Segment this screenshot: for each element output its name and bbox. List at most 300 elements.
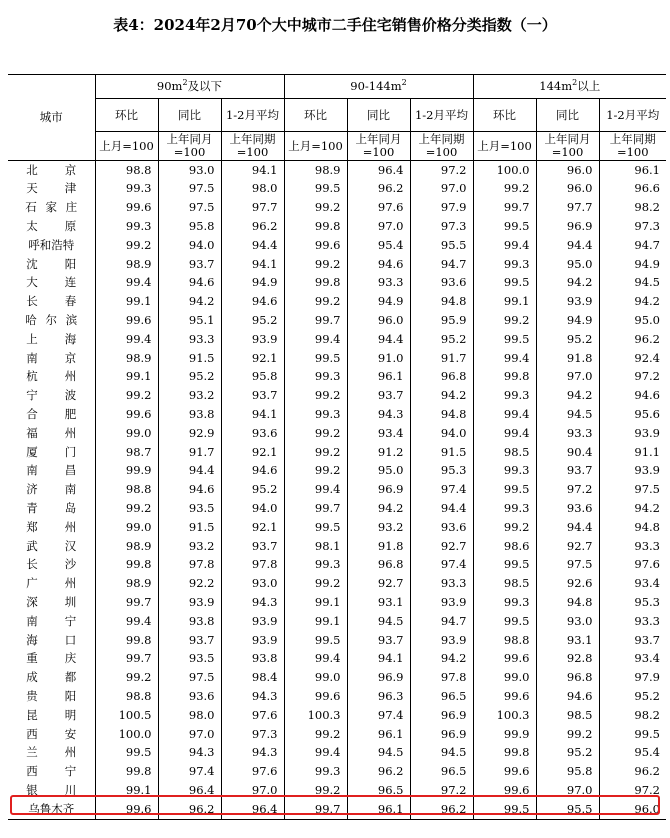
value-cell: 96.8	[536, 669, 599, 688]
table-row	[8, 274, 666, 293]
city-cell	[8, 462, 95, 481]
value-cell: 99.5	[599, 725, 666, 744]
value-cell: 99.5	[473, 217, 536, 236]
value-cell: 95.8	[536, 763, 599, 782]
sub-header-mom: 环比	[284, 99, 347, 132]
value-cell: 96.2	[347, 180, 410, 199]
value-cell: 93.7	[347, 387, 410, 406]
value-cell: 93.6	[410, 518, 473, 537]
value-cell: 94.7	[410, 612, 473, 631]
city-cell	[8, 499, 95, 518]
value-cell: 93.1	[347, 593, 410, 612]
value-cell: 94.8	[599, 518, 666, 537]
value-cell: 95.6	[599, 405, 666, 424]
value-cell: 93.3	[347, 274, 410, 293]
value-cell: 99.3	[473, 462, 536, 481]
value-cell: 95.2	[221, 311, 284, 330]
value-cell: 93.5	[158, 650, 221, 669]
value-cell: 94.0	[221, 499, 284, 518]
value-cell: 96.9	[410, 706, 473, 725]
value-cell: 97.2	[599, 368, 666, 387]
value-cell: 99.7	[284, 311, 347, 330]
city-cell	[8, 781, 95, 800]
value-cell: 95.5	[410, 236, 473, 255]
value-cell: 95.8	[221, 368, 284, 387]
table-row	[8, 631, 666, 650]
value-cell: 92.1	[221, 518, 284, 537]
value-cell: 97.0	[410, 180, 473, 199]
value-cell: 98.5	[473, 575, 536, 594]
value-cell: 92.1	[221, 443, 284, 462]
city-name: 海 口	[26, 632, 77, 647]
value-cell: 99.5	[284, 631, 347, 650]
value-cell: 96.9	[347, 669, 410, 688]
value-cell: 96.0	[599, 800, 666, 819]
value-cell: 98.8	[473, 631, 536, 650]
value-cell: 95.4	[599, 744, 666, 763]
city-cell	[8, 199, 95, 218]
value-cell: 93.3	[536, 424, 599, 443]
city-name: 大 连	[26, 275, 77, 290]
value-cell: 93.8	[158, 405, 221, 424]
value-cell: 93.3	[410, 575, 473, 594]
sub-header-yoy: 同比	[158, 99, 221, 132]
city-name: 成 都	[26, 670, 77, 685]
sub-header-avg: 1-2月平均	[221, 99, 284, 132]
value-cell: 99.1	[284, 612, 347, 631]
sub-header-mom: 环比	[473, 99, 536, 132]
value-cell: 94.2	[347, 499, 410, 518]
value-cell: 98.8	[95, 481, 158, 500]
value-cell: 91.8	[536, 349, 599, 368]
value-cell: 99.3	[95, 180, 158, 199]
table-row	[8, 575, 666, 594]
value-cell: 92.6	[536, 575, 599, 594]
value-cell: 99.2	[284, 462, 347, 481]
table-row	[8, 800, 666, 819]
value-cell: 99.4	[473, 236, 536, 255]
value-cell: 99.6	[473, 781, 536, 800]
table-row	[8, 725, 666, 744]
value-cell: 92.7	[410, 537, 473, 556]
table-row	[8, 669, 666, 688]
value-cell: 99.4	[473, 405, 536, 424]
value-cell: 99.1	[473, 293, 536, 312]
value-cell: 94.7	[410, 255, 473, 274]
table-row	[8, 405, 666, 424]
value-cell: 93.5	[158, 499, 221, 518]
value-cell: 99.4	[95, 330, 158, 349]
value-cell: 94.4	[536, 236, 599, 255]
table-row	[8, 537, 666, 556]
city-name: 南 京	[26, 350, 77, 365]
value-cell: 96.8	[410, 368, 473, 387]
value-cell: 97.5	[536, 556, 599, 575]
sub-header-avg: 1-2月平均	[410, 99, 473, 132]
value-cell: 91.5	[158, 349, 221, 368]
value-cell: 99.4	[473, 424, 536, 443]
city-name: 银 川	[26, 782, 77, 797]
value-cell: 95.2	[599, 687, 666, 706]
value-cell: 92.9	[158, 424, 221, 443]
city-cell	[8, 593, 95, 612]
value-cell: 94.5	[347, 612, 410, 631]
value-cell: 94.5	[410, 744, 473, 763]
city-name: 南 宁	[26, 613, 77, 628]
value-cell: 99.0	[95, 424, 158, 443]
value-cell: 96.1	[347, 368, 410, 387]
city-cell	[8, 575, 95, 594]
value-cell: 92.7	[536, 537, 599, 556]
value-cell: 93.6	[410, 274, 473, 293]
value-cell: 99.3	[284, 556, 347, 575]
value-cell: 99.6	[473, 650, 536, 669]
value-cell: 94.2	[536, 387, 599, 406]
value-cell: 94.2	[599, 293, 666, 312]
value-cell: 99.7	[473, 199, 536, 218]
value-cell: 99.8	[473, 744, 536, 763]
value-cell: 99.1	[95, 368, 158, 387]
city-name: 郑 州	[26, 519, 77, 534]
value-cell: 96.9	[536, 217, 599, 236]
value-cell: 99.3	[473, 387, 536, 406]
value-cell: 96.4	[221, 800, 284, 819]
value-cell: 99.2	[284, 387, 347, 406]
value-cell: 94.3	[221, 593, 284, 612]
value-cell: 94.4	[536, 518, 599, 537]
value-cell: 92.7	[347, 575, 410, 594]
city-cell	[8, 763, 95, 782]
city-name: 石 家 庄	[25, 200, 78, 215]
city-name: 呼 和 浩 特	[28, 237, 75, 252]
value-cell: 91.1	[599, 443, 666, 462]
city-cell	[8, 330, 95, 349]
value-cell: 95.2	[536, 744, 599, 763]
value-cell: 94.8	[410, 405, 473, 424]
value-cell: 99.3	[284, 368, 347, 387]
value-cell: 99.7	[284, 800, 347, 819]
city-name: 武 汉	[26, 538, 77, 553]
value-cell: 93.2	[347, 518, 410, 537]
value-cell: 96.4	[347, 161, 410, 180]
value-cell: 94.3	[158, 744, 221, 763]
value-cell: 95.8	[158, 217, 221, 236]
city-name: 北 京	[26, 162, 77, 177]
value-cell: 99.6	[95, 800, 158, 819]
city-name: 青 岛	[26, 500, 77, 515]
value-cell: 98.9	[95, 537, 158, 556]
value-cell: 93.3	[158, 330, 221, 349]
value-cell: 93.6	[221, 424, 284, 443]
value-cell: 94.4	[410, 499, 473, 518]
value-cell: 93.9	[599, 462, 666, 481]
value-cell: 97.8	[221, 556, 284, 575]
city-cell	[8, 556, 95, 575]
value-cell: 94.0	[158, 236, 221, 255]
city-name: 太 原	[26, 219, 77, 234]
value-cell: 99.2	[284, 424, 347, 443]
value-cell: 96.2	[158, 800, 221, 819]
value-cell: 94.4	[221, 236, 284, 255]
value-cell: 99.8	[95, 631, 158, 650]
value-cell: 95.5	[536, 800, 599, 819]
table-row	[8, 706, 666, 725]
value-cell: 93.3	[599, 537, 666, 556]
value-cell: 99.3	[473, 499, 536, 518]
value-cell: 99.2	[284, 443, 347, 462]
city-name: 贵 阳	[26, 688, 77, 703]
value-cell: 92.8	[536, 650, 599, 669]
value-cell: 100.0	[95, 725, 158, 744]
value-cell: 93.7	[347, 631, 410, 650]
value-cell: 93.9	[599, 424, 666, 443]
value-cell: 99.0	[95, 518, 158, 537]
value-cell: 93.9	[536, 293, 599, 312]
value-cell: 97.0	[347, 217, 410, 236]
value-cell: 96.9	[410, 725, 473, 744]
value-cell: 93.9	[221, 612, 284, 631]
value-cell: 99.6	[95, 199, 158, 218]
city-name: 杭 州	[26, 369, 77, 384]
city-cell	[8, 443, 95, 462]
value-cell: 99.6	[473, 687, 536, 706]
value-cell: 96.9	[347, 481, 410, 500]
value-cell: 99.1	[95, 293, 158, 312]
value-cell: 97.0	[536, 368, 599, 387]
value-cell: 99.2	[284, 293, 347, 312]
value-cell: 94.2	[410, 387, 473, 406]
value-cell: 94.5	[347, 744, 410, 763]
value-cell: 94.2	[410, 650, 473, 669]
value-cell: 94.1	[221, 405, 284, 424]
value-cell: 93.7	[221, 537, 284, 556]
value-cell: 95.0	[536, 255, 599, 274]
value-cell: 99.4	[95, 612, 158, 631]
city-name: 深 圳	[26, 594, 77, 609]
value-cell: 94.6	[536, 687, 599, 706]
value-cell: 99.6	[473, 763, 536, 782]
value-cell: 97.9	[599, 669, 666, 688]
value-cell: 97.0	[536, 781, 599, 800]
value-cell: 99.1	[95, 781, 158, 800]
value-cell: 97.3	[221, 725, 284, 744]
value-cell: 93.2	[158, 537, 221, 556]
sub-header-yoy: 同比	[536, 99, 599, 132]
value-cell: 99.6	[95, 311, 158, 330]
value-cell: 94.3	[347, 405, 410, 424]
value-cell: 99.3	[284, 405, 347, 424]
city-name: 长 春	[26, 294, 77, 309]
value-cell: 99.2	[95, 499, 158, 518]
city-cell	[8, 518, 95, 537]
value-cell: 96.2	[221, 217, 284, 236]
value-cell: 99.2	[284, 575, 347, 594]
group-header-small: $90m^2$及以下	[95, 75, 284, 99]
value-cell: 98.1	[284, 537, 347, 556]
value-cell: 99.2	[284, 725, 347, 744]
value-cell: 98.0	[158, 706, 221, 725]
value-cell: 99.6	[284, 236, 347, 255]
city-cell	[8, 236, 95, 255]
value-cell: 99.3	[473, 255, 536, 274]
value-cell: 95.0	[347, 462, 410, 481]
value-cell: 97.8	[410, 669, 473, 688]
value-cell: 97.5	[158, 180, 221, 199]
value-cell: 99.5	[473, 274, 536, 293]
value-cell: 99.1	[284, 593, 347, 612]
value-cell: 93.9	[221, 330, 284, 349]
value-cell: 100.3	[473, 706, 536, 725]
value-cell: 100.0	[473, 161, 536, 180]
value-cell: 93.8	[158, 612, 221, 631]
city-name: 兰 州	[26, 745, 77, 760]
table-row	[8, 236, 666, 255]
table-row	[8, 293, 666, 312]
value-cell: 97.4	[158, 763, 221, 782]
city-name: 乌 鲁 木 齐	[28, 801, 75, 816]
value-cell: 100.5	[95, 706, 158, 725]
value-cell: 97.2	[410, 781, 473, 800]
value-cell: 99.6	[95, 405, 158, 424]
table-row	[8, 612, 666, 631]
value-cell: 96.3	[347, 687, 410, 706]
value-cell: 93.4	[347, 424, 410, 443]
city-cell	[8, 612, 95, 631]
value-cell: 99.2	[284, 255, 347, 274]
value-cell: 94.2	[536, 274, 599, 293]
base-header-prev-year-period: 上年同期=100	[599, 132, 666, 161]
value-cell: 100.3	[284, 706, 347, 725]
base-header-prev-year-month: 上年同月=100	[536, 132, 599, 161]
value-cell: 94.8	[536, 593, 599, 612]
table-row	[8, 499, 666, 518]
value-cell: 90.4	[536, 443, 599, 462]
value-cell: 97.3	[410, 217, 473, 236]
value-cell: 93.0	[221, 575, 284, 594]
table-row	[8, 443, 666, 462]
value-cell: 92.1	[221, 349, 284, 368]
value-cell: 97.0	[221, 781, 284, 800]
value-cell: 99.2	[95, 236, 158, 255]
table-row	[8, 481, 666, 500]
city-cell	[8, 687, 95, 706]
value-cell: 93.2	[158, 387, 221, 406]
value-cell: 97.6	[347, 199, 410, 218]
value-cell: 96.8	[347, 556, 410, 575]
city-name: 重 庆	[26, 651, 77, 666]
value-cell: 94.7	[599, 236, 666, 255]
value-cell: 99.7	[284, 499, 347, 518]
value-cell: 99.2	[284, 199, 347, 218]
group-header-medium: $90-144m^2$	[284, 75, 473, 99]
city-name: 昆 明	[26, 707, 77, 722]
value-cell: 96.1	[599, 161, 666, 180]
value-cell: 94.6	[221, 293, 284, 312]
value-cell: 95.0	[599, 311, 666, 330]
value-cell: 99.5	[473, 612, 536, 631]
value-cell: 97.7	[536, 199, 599, 218]
value-cell: 99.5	[95, 744, 158, 763]
value-cell: 95.4	[347, 236, 410, 255]
table-row	[8, 763, 666, 782]
value-cell: 98.4	[221, 669, 284, 688]
value-cell: 94.6	[599, 387, 666, 406]
value-cell: 96.5	[410, 763, 473, 782]
value-cell: 94.4	[347, 330, 410, 349]
value-cell: 99.5	[473, 556, 536, 575]
value-cell: 96.2	[599, 763, 666, 782]
base-header-prev-month: 上月=100	[95, 132, 158, 161]
value-cell: 94.6	[158, 481, 221, 500]
value-cell: 91.0	[347, 349, 410, 368]
value-cell: 97.4	[410, 481, 473, 500]
value-cell: 98.8	[95, 161, 158, 180]
city-cell	[8, 349, 95, 368]
value-cell: 98.5	[536, 706, 599, 725]
base-header-prev-year-month: 上年同月=100	[347, 132, 410, 161]
value-cell: 93.7	[536, 462, 599, 481]
value-cell: 93.7	[599, 631, 666, 650]
city-name: 西 安	[26, 726, 77, 741]
table-row	[8, 311, 666, 330]
value-cell: 97.2	[536, 481, 599, 500]
value-cell: 94.3	[221, 744, 284, 763]
value-cell: 99.2	[536, 725, 599, 744]
city-name: 西 宁	[26, 764, 77, 779]
table-row	[8, 424, 666, 443]
city-cell	[8, 368, 95, 387]
city-cell	[8, 706, 95, 725]
city-cell	[8, 537, 95, 556]
value-cell: 94.4	[158, 462, 221, 481]
value-cell: 98.0	[221, 180, 284, 199]
value-cell: 99.4	[284, 330, 347, 349]
city-cell	[8, 405, 95, 424]
value-cell: 98.9	[284, 161, 347, 180]
city-cell	[8, 669, 95, 688]
city-name: 福 州	[26, 425, 77, 440]
table-row	[8, 199, 666, 218]
value-cell: 99.4	[95, 274, 158, 293]
value-cell: 94.1	[221, 255, 284, 274]
value-cell: 94.9	[599, 255, 666, 274]
value-cell: 93.9	[158, 593, 221, 612]
value-cell: 93.4	[599, 575, 666, 594]
value-cell: 99.5	[473, 800, 536, 819]
value-cell: 94.1	[347, 650, 410, 669]
table-row	[8, 462, 666, 481]
value-cell: 99.4	[284, 650, 347, 669]
city-cell	[8, 387, 95, 406]
value-cell: 99.7	[95, 650, 158, 669]
value-cell: 99.2	[95, 669, 158, 688]
city-cell	[8, 481, 95, 500]
city-column-header: 城市	[8, 75, 95, 161]
value-cell: 95.3	[599, 593, 666, 612]
base-header-prev-year-month: 上年同月=100	[158, 132, 221, 161]
value-cell: 93.6	[158, 687, 221, 706]
city-cell	[8, 424, 95, 443]
value-cell: 98.9	[95, 255, 158, 274]
value-cell: 94.1	[221, 161, 284, 180]
table-row	[8, 518, 666, 537]
value-cell: 93.3	[599, 612, 666, 631]
value-cell: 99.8	[473, 368, 536, 387]
value-cell: 94.5	[536, 405, 599, 424]
value-cell: 98.6	[473, 537, 536, 556]
city-cell	[8, 293, 95, 312]
table-row	[8, 255, 666, 274]
